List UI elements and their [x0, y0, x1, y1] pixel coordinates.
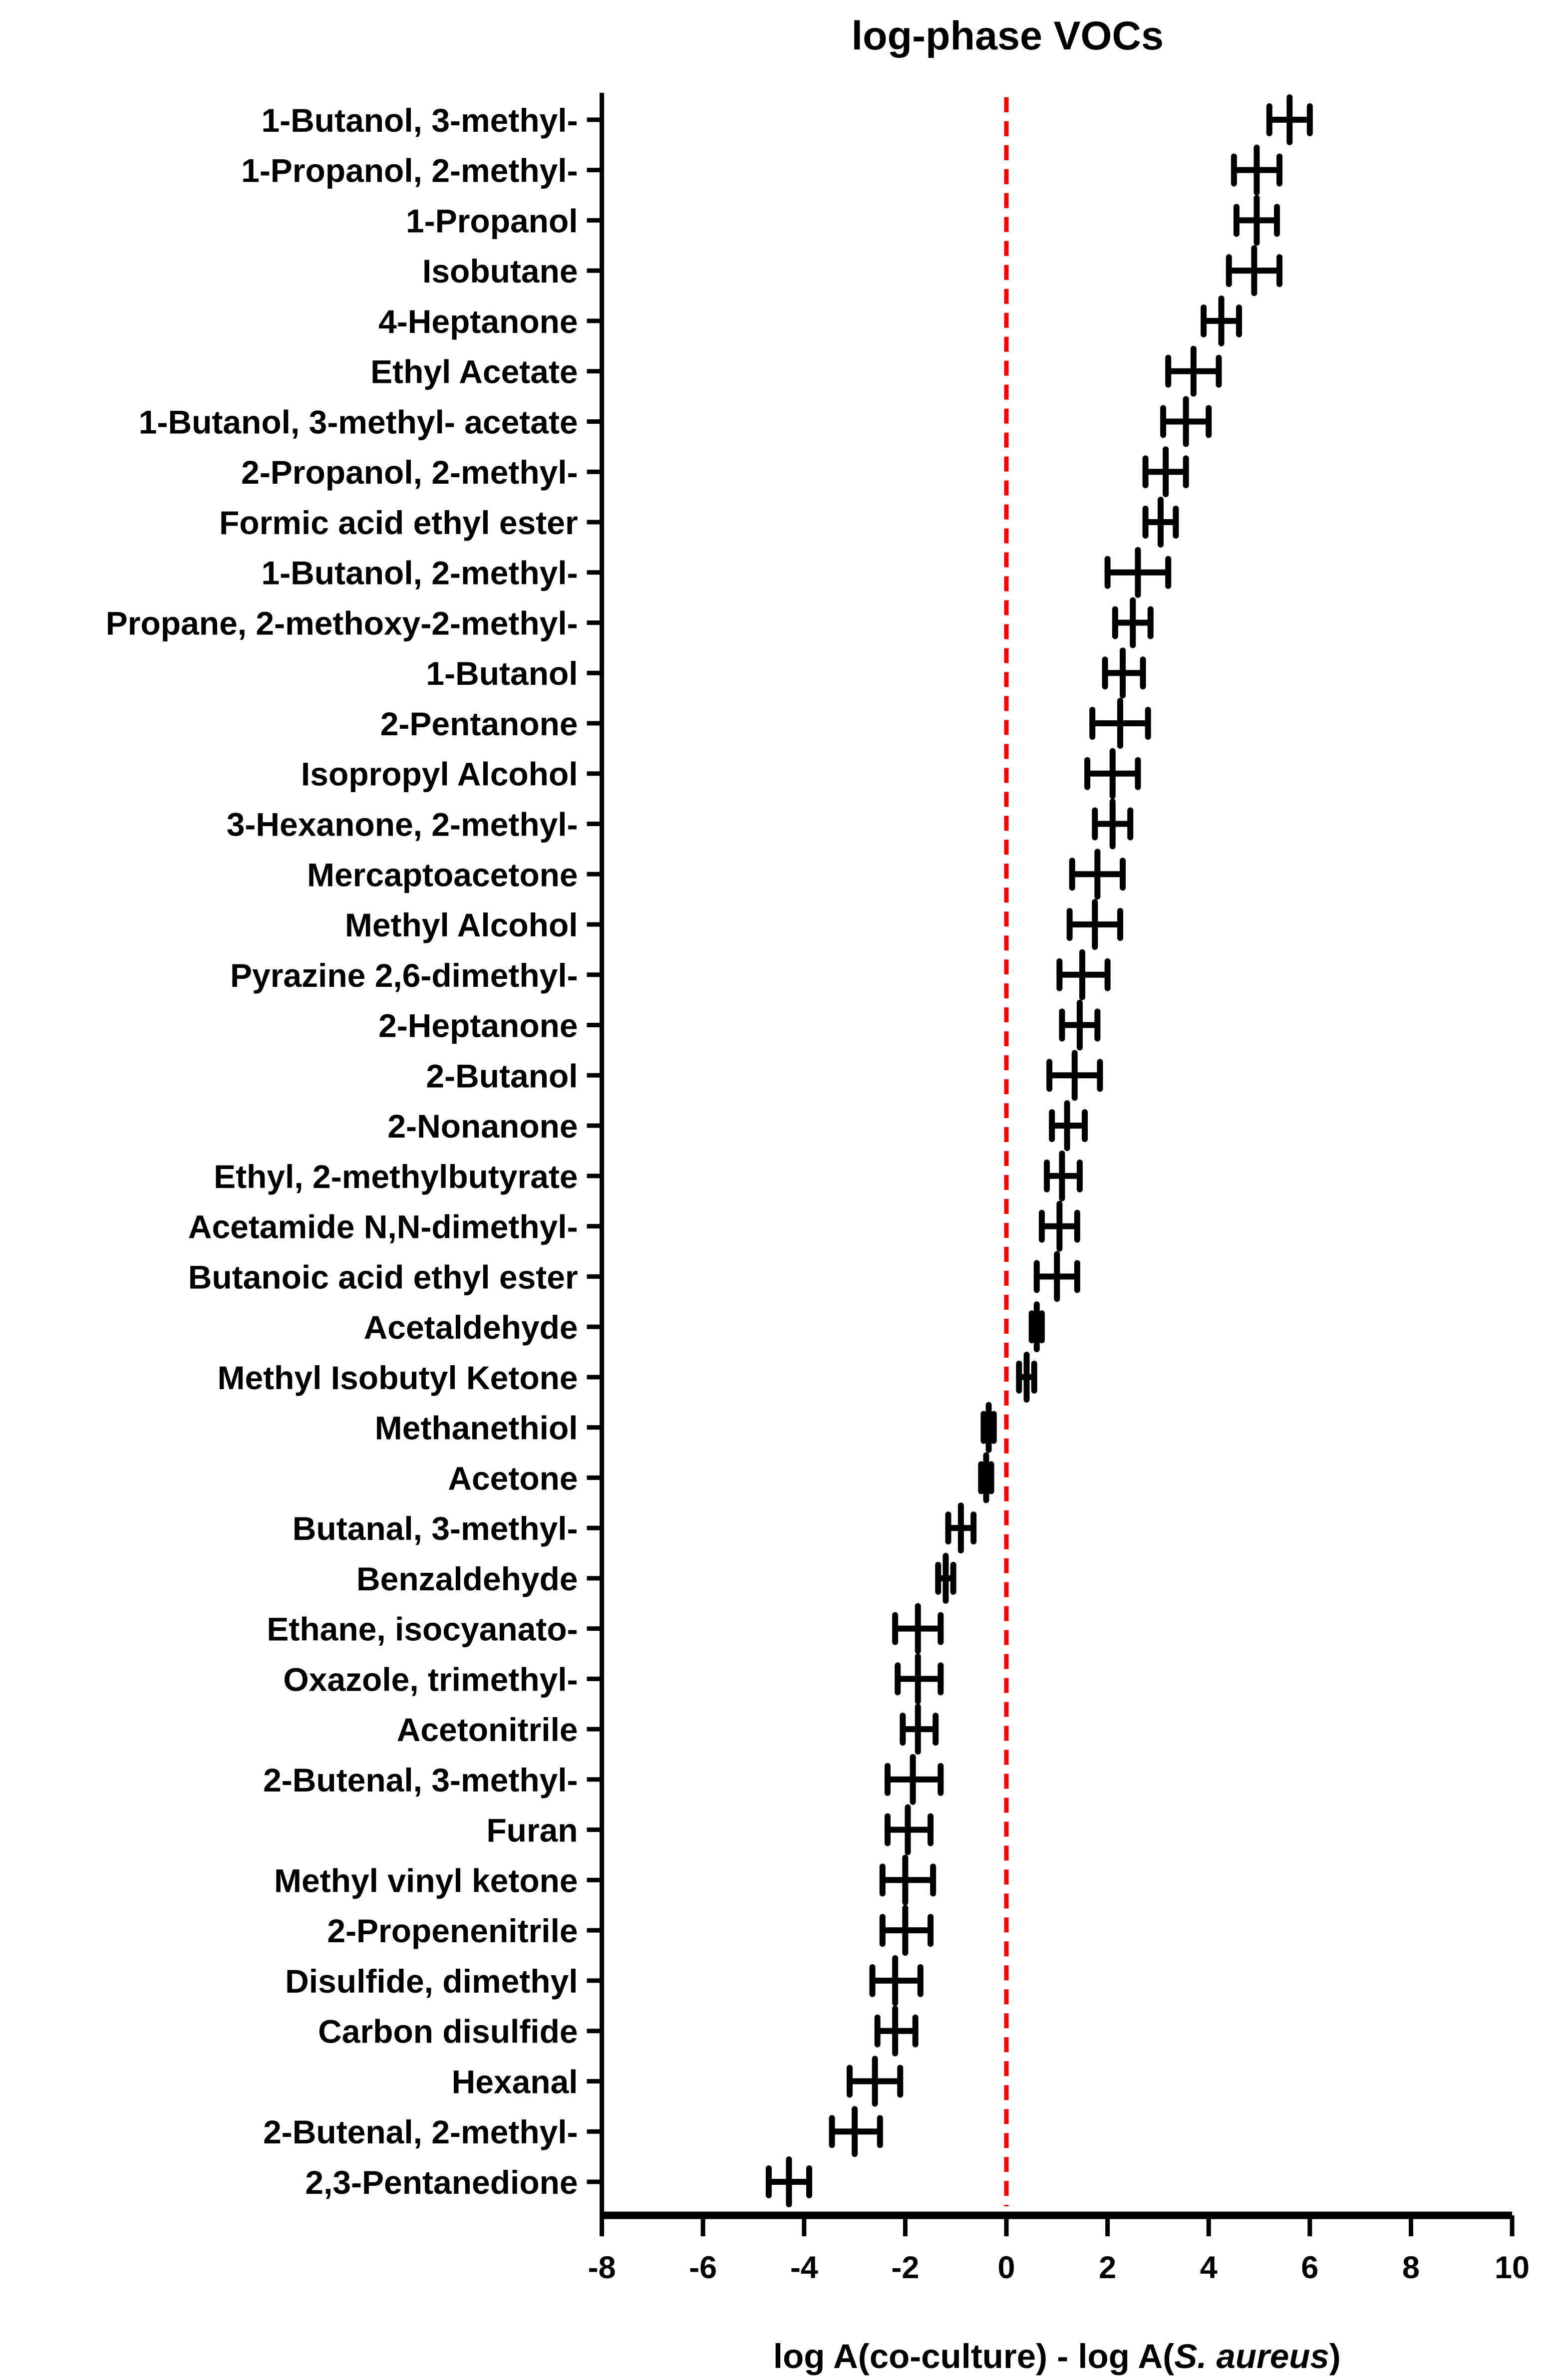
data-point: [883, 1908, 931, 1953]
x-tick-label: 4: [1200, 2250, 1218, 2286]
category-label: 2-Butenal, 2-methyl-: [263, 2113, 578, 2151]
category-label: 2-Heptanone: [378, 1007, 578, 1044]
category-label: Carbon disulfide: [318, 2013, 578, 2050]
data-point: [1047, 1154, 1080, 1198]
category-label: 2-Butenal, 3-methyl-: [263, 1761, 578, 1798]
data-point: [1163, 399, 1209, 444]
category-label: 1-Butanol: [426, 655, 578, 692]
data-point: [1229, 248, 1279, 293]
category-label: 3-Hexanone, 2-methyl-: [226, 806, 578, 843]
data-point: [938, 1556, 953, 1601]
x-tick-label: 10: [1495, 2250, 1530, 2286]
x-tick-label: -6: [689, 2250, 717, 2286]
x-tick-label: 0: [997, 2250, 1015, 2286]
category-label: 2-Nonanone: [387, 1108, 578, 1145]
category-label: Methanethiol: [374, 1409, 578, 1447]
category-label: Ethyl, 2-methylbutyrate: [214, 1158, 578, 1195]
category-label: Benzaldehyde: [356, 1560, 578, 1597]
data-point: [1168, 349, 1219, 394]
data-point: [1146, 449, 1186, 494]
data-point: [981, 1455, 991, 1500]
category-label: Butanal, 3-methyl-: [292, 1510, 578, 1547]
x-tick-label: -4: [790, 2250, 818, 2286]
data-point: [1108, 550, 1169, 595]
data-point: [1146, 500, 1176, 545]
data-point: [895, 1606, 940, 1651]
data-point: [1269, 97, 1310, 142]
category-label: 2-Butanol: [426, 1057, 578, 1095]
data-point: [1062, 1003, 1097, 1048]
data-point: [948, 1505, 974, 1550]
category-label: Disulfide, dimethyl: [285, 1962, 578, 2000]
data-point: [1037, 1254, 1077, 1299]
data-point: [888, 1807, 931, 1852]
chart-title: log-phase VOCs: [851, 13, 1164, 58]
category-label: 2-Pentanone: [380, 705, 578, 742]
x-tick-label: 6: [1301, 2250, 1319, 2286]
category-label: Butanoic acid ethyl ester: [188, 1258, 578, 1296]
data-point: [850, 2059, 900, 2103]
data-point: [873, 1958, 921, 2003]
category-label: 1-Butanol, 3-methyl-: [261, 101, 578, 139]
data-point: [1092, 701, 1148, 746]
category-label: Pyrazine 2,6-dimethyl-: [230, 956, 578, 994]
category-label: Ethane, isocyanato-: [267, 1610, 578, 1648]
data-point: [1070, 902, 1120, 947]
category-label: Propane, 2-methoxy-2-methyl-: [105, 604, 578, 642]
data-point: [1049, 1053, 1100, 1098]
category-label: 1-Butanol, 2-methyl-: [261, 554, 578, 592]
category-label: Hexanal: [451, 2063, 578, 2100]
data-point: [1095, 802, 1130, 847]
data-point: [888, 1757, 940, 1802]
data-point: [903, 1707, 936, 1752]
category-label: Acetonitrile: [396, 1711, 578, 1749]
data-point: [769, 2159, 809, 2204]
category-label: 1-Propanol, 2-methyl-: [241, 152, 578, 189]
category-label: Methyl Alcohol: [344, 906, 578, 944]
x-tick-label: 8: [1402, 2250, 1420, 2286]
x-axis-label-prefix: log A(co-culture) - log A(: [773, 2337, 1175, 2376]
data-point: [1237, 198, 1277, 243]
data-point: [878, 2009, 916, 2054]
data-point: [898, 1656, 940, 1701]
data-point: [1105, 650, 1143, 695]
data-point: [832, 2109, 880, 2154]
data-point: [1234, 148, 1279, 193]
category-label: Acetamide N,N-dimethyl-: [188, 1208, 578, 1245]
data-point: [1087, 751, 1138, 796]
category-label: Methyl Isobutyl Ketone: [217, 1359, 578, 1396]
x-tick-label: 2: [1099, 2250, 1117, 2286]
data-point: [1059, 952, 1107, 997]
category-label: Oxazole, trimethyl-: [283, 1661, 578, 1698]
x-axis-label: [773, 2337, 1341, 2376]
data-point: [1032, 1304, 1042, 1349]
category-label: Acetaldehyde: [363, 1309, 578, 1346]
x-tick-label: -2: [891, 2250, 920, 2286]
x-axis-label-italic: S. aureus: [1174, 2337, 1329, 2376]
data-point: [1052, 1103, 1085, 1148]
data-point: [1042, 1204, 1077, 1249]
data-point: [1115, 600, 1151, 645]
category-label: Ethyl Acetate: [370, 353, 578, 390]
category-label: Methyl vinyl ketone: [274, 1862, 578, 1899]
category-label: 2-Propenenitrile: [327, 1912, 578, 1950]
category-label: Isopropyl Alcohol: [301, 755, 578, 793]
category-label: 2-Propanol, 2-methyl-: [241, 454, 578, 491]
category-label: Isobutane: [422, 253, 578, 290]
category-label: 1-Butanol, 3-methyl- acetate: [138, 403, 578, 441]
data-point: [883, 1857, 933, 1902]
data-point: [1019, 1355, 1034, 1400]
x-axis: [588, 2215, 1530, 2285]
category-label: Furan: [486, 1811, 578, 1849]
data-point: [1204, 298, 1239, 343]
category-label: 2,3-Pentanedione: [305, 2163, 578, 2201]
category-label: Mercaptoacetone: [307, 856, 578, 893]
plot-area: [769, 97, 1310, 2206]
x-tick-label: -8: [588, 2250, 616, 2286]
y-axis: [106, 93, 602, 2215]
category-label: Formic acid ethyl ester: [219, 504, 578, 541]
x-axis-label-suffix: ): [1329, 2337, 1341, 2376]
category-label: 1-Propanol: [406, 202, 578, 240]
data-point: [1072, 852, 1123, 896]
category-label: Acetone: [448, 1460, 578, 1497]
category-label: 4-Heptanone: [378, 302, 578, 340]
data-point: [983, 1405, 993, 1450]
